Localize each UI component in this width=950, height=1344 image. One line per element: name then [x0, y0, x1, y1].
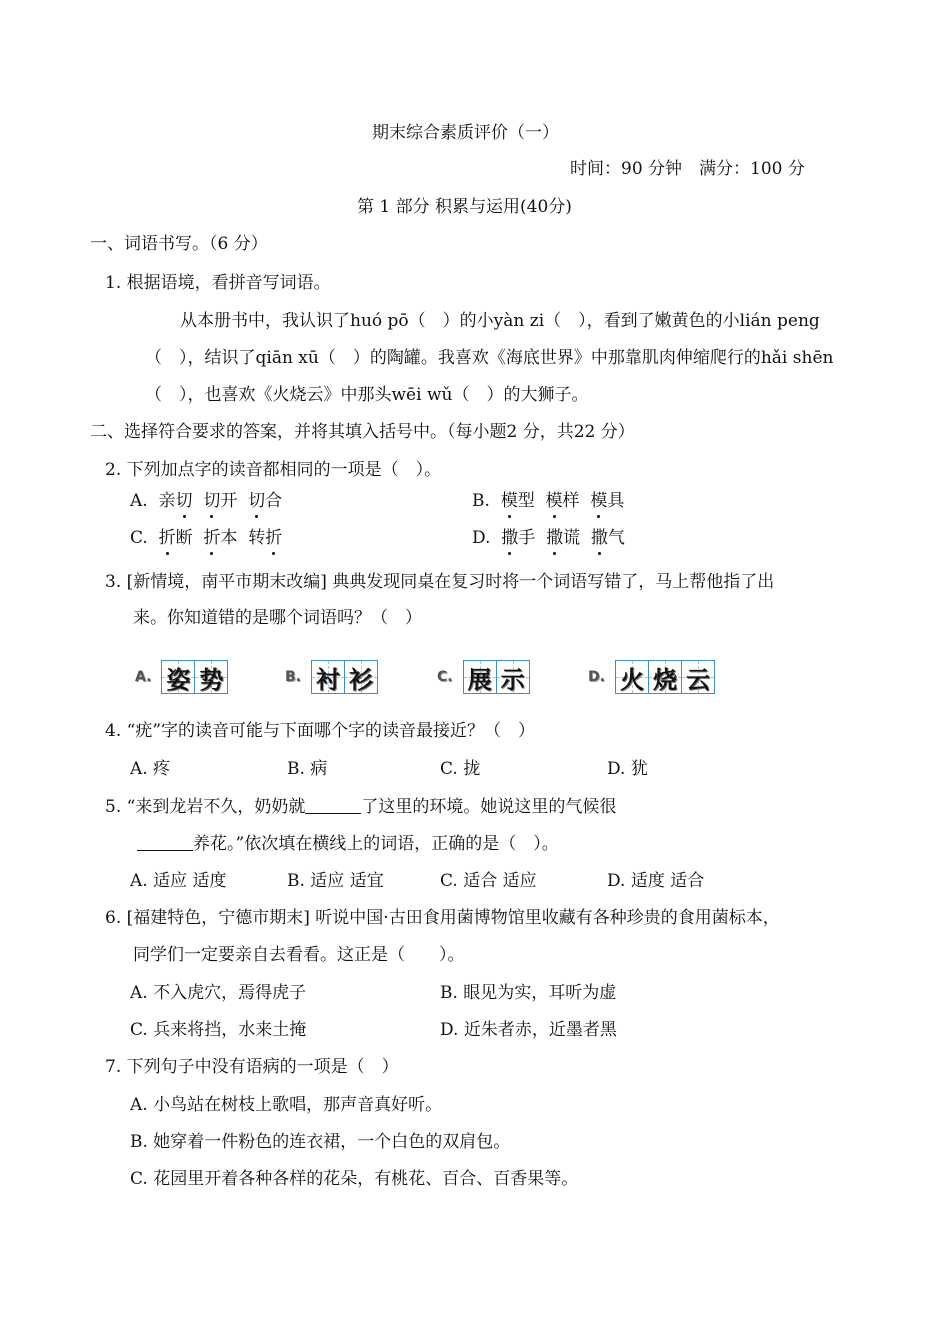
q2-option-d[interactable]: D. 撒手 撒谎 撒气	[472, 528, 625, 548]
q3-stem-line2: 来。你知道错的是哪个词语吗？（ ）	[133, 608, 422, 628]
q5-option-c[interactable]: C. 适合 适应	[440, 871, 537, 891]
grid-cell: 势	[194, 661, 227, 693]
q2-option-a[interactable]: A. 亲切 切开 切合	[130, 491, 283, 511]
q3-stem-line1: 3. [新情境，南平市期末改编] 典典发现同桌在复习时将一个词语写错了，马上帮他指了出	[105, 572, 775, 592]
q1-text-line3: （ ），也喜欢《火烧云》中那头wēi wǔ（ ）的大狮子。	[145, 385, 589, 405]
time-info: 时间：90 分钟 满分：100 分	[570, 159, 805, 179]
q6-option-d[interactable]: D. 近朱者赤，近墨者黑	[440, 1020, 617, 1040]
q7-option-a[interactable]: A. 小鸟站在树枝上歌唱，那声音真好听。	[130, 1095, 443, 1115]
grid-cell: 火	[616, 661, 648, 693]
q1-stem: 1. 根据语境，看拼音写词语。	[105, 273, 331, 293]
part-title: 第 1 部分 积累与运用(40分)	[357, 197, 572, 217]
grid-cell: 姿	[162, 661, 194, 693]
q6-option-b[interactable]: B. 眼见为实，耳听为虚	[440, 983, 617, 1003]
q3-option-c[interactable]	[437, 660, 530, 694]
q1-text-line1: 从本册书中，我认识了huó pō（ ）的小yàn zi（ ），看到了嫩黄色的小lián peng	[180, 311, 820, 331]
q4-option-b[interactable]: B. 病	[287, 759, 328, 779]
grid-cell: 示	[496, 661, 529, 693]
q5-stem-line1: 5. “来到龙岩不久，奶奶就 了这里的环境。她说这里的气候很	[105, 797, 617, 817]
character-grid	[463, 660, 530, 694]
option-letter: A.	[135, 669, 152, 685]
character-grid	[311, 660, 378, 694]
q2-option-c[interactable]: C. 折断 折本 转折	[130, 528, 283, 548]
q4-option-d[interactable]: D. 犹	[607, 759, 648, 779]
q6-stem-line1: 6. [福建特色，宁德市期末] 听说中国·古田食用菌博物馆里收藏有各种珍贵的食用菌标本，	[105, 908, 780, 928]
q7-option-b[interactable]: B. 她穿着一件粉色的连衣裙，一个白色的双肩包。	[130, 1132, 511, 1152]
q4-option-c[interactable]: C. 拢	[440, 759, 481, 779]
q4-stem: 4. “疣”字的读音可能与下面哪个字的读音最接近？（ ）	[105, 721, 536, 741]
option-letter: B.	[285, 669, 301, 685]
q7-stem: 7. 下列句子中没有语病的一项是（ ）	[105, 1057, 399, 1077]
q7-option-c[interactable]: C. 花园里开着各种各样的花朵，有桃花、百合、百香果等。	[130, 1169, 579, 1189]
q3-option-a[interactable]	[135, 660, 228, 694]
q5-stem-line2: 养花。”依次填在横线上的词语，正确的是（ ）。	[137, 832, 559, 855]
option-letter: C.	[437, 669, 453, 685]
q2-option-b[interactable]: B. 模型 模样 模具	[472, 491, 625, 511]
grid-cell: 衬	[312, 661, 344, 693]
grid-cell: 云	[681, 661, 714, 693]
character-grid	[615, 660, 715, 694]
q3-option-b[interactable]	[285, 660, 378, 694]
character-grid	[161, 660, 228, 694]
q3-option-d[interactable]	[588, 660, 715, 694]
section1-heading: 一、词语书写。（6 分）	[90, 234, 268, 254]
page-title: 期末综合素质评价（一）	[372, 123, 559, 143]
fill-blank-1[interactable]	[305, 795, 361, 814]
option-letter: D.	[588, 669, 605, 685]
q6-option-a[interactable]: A. 不入虎穴，焉得虎子	[130, 983, 307, 1003]
q5-option-d[interactable]: D. 适度 适合	[607, 871, 705, 891]
grid-cell: 展	[464, 661, 496, 693]
q1-text-line2: （ ），结识了qiān xū（ ）的陶罐。我喜欢《海底世界》中那靠肌肉伸缩爬行的hǎi shēn	[145, 348, 834, 368]
grid-cell: 烧	[648, 661, 681, 693]
q6-option-c[interactable]: C. 兵来将挡，水来土掩	[130, 1020, 307, 1040]
grid-cell: 衫	[344, 661, 377, 693]
q4-option-a[interactable]: A. 疼	[130, 759, 171, 779]
section2-heading: 二、选择符合要求的答案，并将其填入括号中。（每小题2 分，共22 分）	[90, 422, 635, 442]
q6-stem-line2: 同学们一定要亲自去看看。这正是（ ）。	[133, 945, 465, 965]
q5-option-b[interactable]: B. 适应 适宜	[287, 871, 384, 891]
q5-option-a[interactable]: A. 适应 适度	[130, 871, 227, 891]
q2-stem: 2. 下列加点字的读音都相同的一项是（ ）。	[105, 460, 442, 480]
fill-blank-2[interactable]	[137, 832, 193, 851]
